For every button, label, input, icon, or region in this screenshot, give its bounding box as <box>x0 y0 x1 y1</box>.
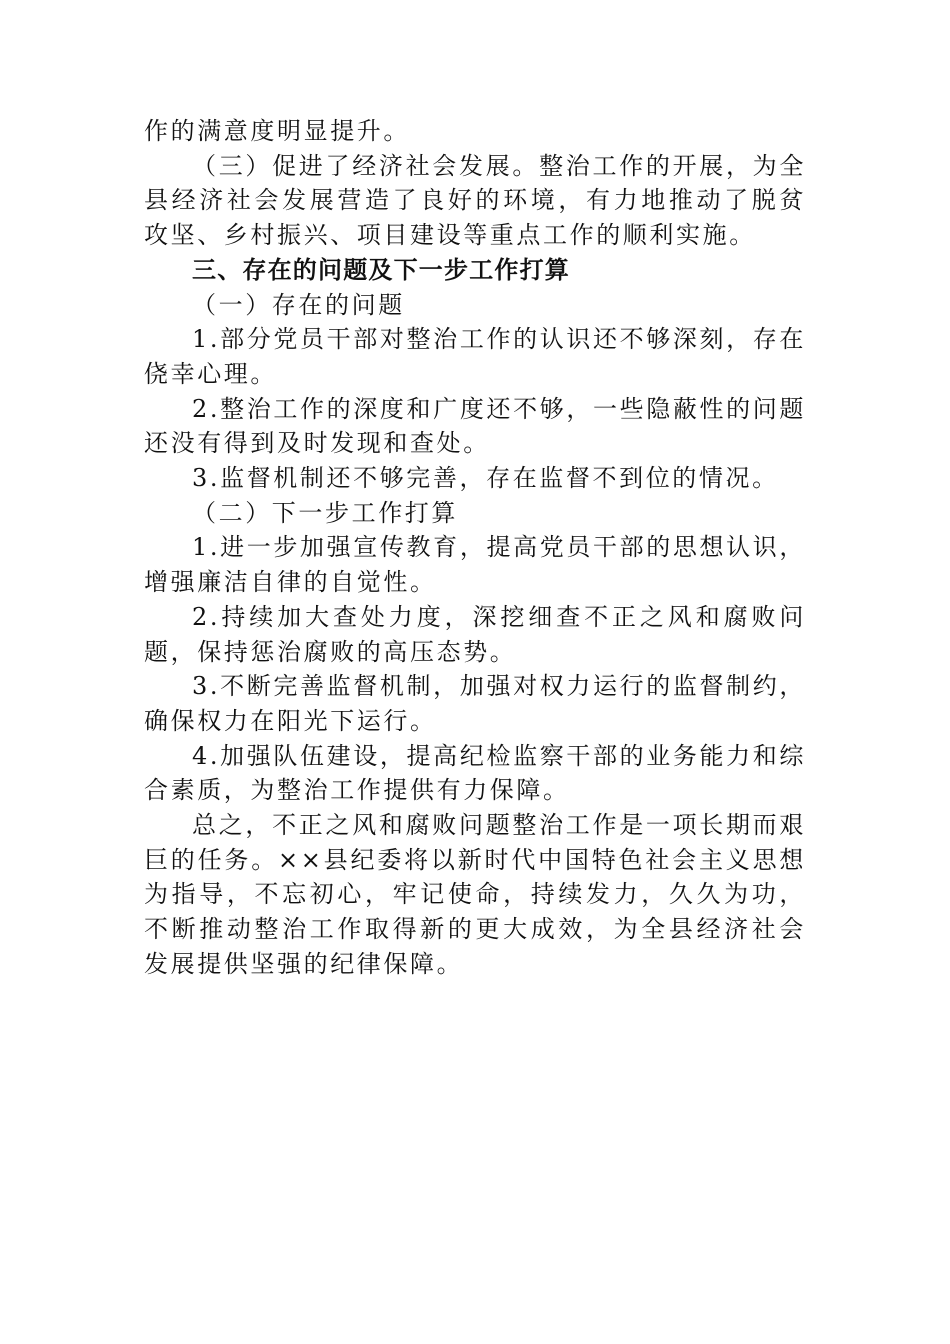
plan-item-2: 2.持续加大查处力度，深挖细查不正之风和腐败问题，保持惩治腐败的高压态势。 <box>144 602 806 666</box>
paragraph-section-3-promote-development: （三）促进了经济社会发展。整治工作的开展，为全县经济社会发展营造了良好的环境，有力地推动了脱贫攻坚、乡村振兴、项目建设等重点工作的顺利实施。 <box>144 151 806 250</box>
plan-item-1: 1.进一步加强宣传教育，提高党员干部的思想认识，增强廉洁自律的自觉性。 <box>144 533 806 597</box>
subheading-existing-problems: （一）存在的问题 <box>192 290 405 319</box>
subheading-next-steps: （二）下一步工作打算 <box>192 498 458 527</box>
plan-item-4: 4.加强队伍建设，提高纪检监察干部的业务能力和综合素质，为整治工作提供有力保障。 <box>144 741 806 805</box>
problem-item-2: 2.整治工作的深度和广度还不够，一些隐蔽性的问题还没有得到及时发现和查处。 <box>144 394 806 458</box>
plan-item-3: 3.不断完善监督机制，加强对权力运行的监督制约，确保权力在阳光下运行。 <box>144 672 806 735</box>
paragraph-continuation: 作的满意度明显提升。 <box>144 117 410 145</box>
section-heading-problems-and-plans: 三、存在的问题及下一步工作打算 <box>192 255 570 284</box>
document-body <box>144 114 806 982</box>
problem-item-1: 1.部分党员干部对整治工作的认识还不够深刻，存在侥幸心理。 <box>144 325 806 388</box>
paragraph-conclusion: 总之，不正之风和腐败问题整治工作是一项长期而艰巨的任务。××县纪委将以新时代中国特色社会主义思想为指导，不忘初心，牢记使命，持续发力，久久为功，不断推动整治工作取得新的更大成效，为全县经济社会发展提供坚强的纪律保障。 <box>144 811 806 978</box>
problem-item-3: 3.监督机制还不够完善，存在监督不到位的情况。 <box>192 464 779 493</box>
